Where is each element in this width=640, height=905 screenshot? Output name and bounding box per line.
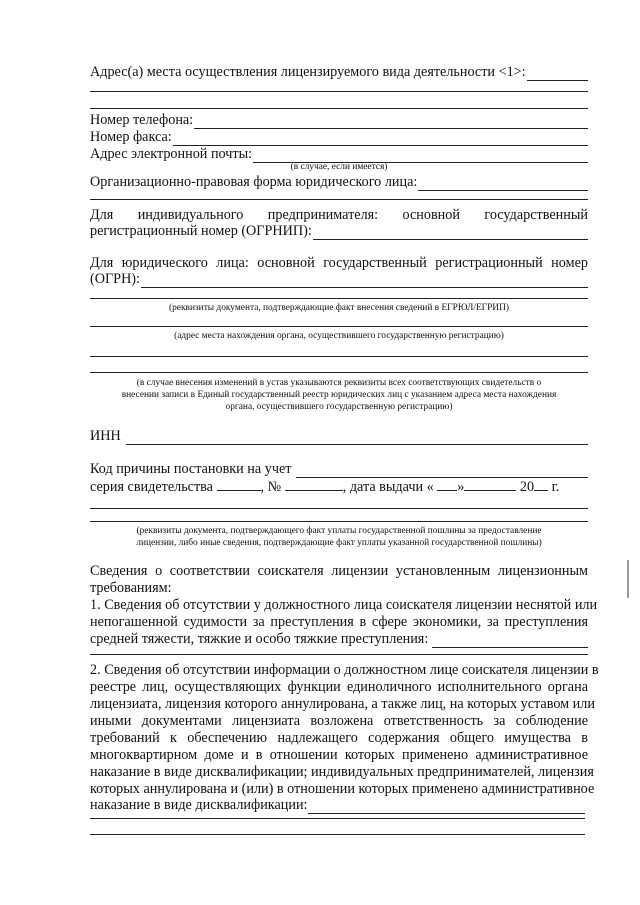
item2-line-extra-1[interactable] bbox=[90, 818, 585, 819]
ogrn-field[interactable] bbox=[90, 271, 588, 288]
item1-line-2: непогашенной судимости за преступления в сфере экономики, за преступления bbox=[90, 614, 588, 630]
item2-line-4: иными документами лицензиата возложена ответственность за соблюдение bbox=[90, 713, 588, 729]
item1-line-1: 1. Сведения об отсутствии у должностного лица соискателя лицензии неснятой или bbox=[90, 597, 598, 613]
kpp-blank[interactable] bbox=[296, 465, 588, 478]
ogrnip-label: регистрационный номер (ОГРНИП): bbox=[90, 223, 312, 239]
registration-authority-line[interactable] bbox=[90, 326, 588, 327]
address-label: Адрес(а) места осуществления лицензируемого вида деятельности <1>: bbox=[90, 64, 526, 80]
item2-line-5: требований к обеспечению надлежащего содержания общего имущества в bbox=[90, 730, 588, 746]
registration-authority-note: (адрес места нахождения органа, осуществившего государственную регистрацию) bbox=[174, 331, 504, 341]
item1-line-extra[interactable] bbox=[90, 654, 588, 655]
kpp-field[interactable] bbox=[90, 461, 588, 478]
fee-requisites-line-1[interactable] bbox=[90, 508, 588, 509]
phone-blank[interactable] bbox=[194, 116, 588, 129]
item1-blank[interactable] bbox=[432, 635, 588, 648]
item2-line-1: 2. Сведения об отсутствии информации о должностном лице соискателя лицензии в bbox=[90, 662, 599, 678]
address-line-3[interactable] bbox=[90, 108, 588, 109]
legal-form-blank[interactable] bbox=[418, 178, 588, 191]
kpp-label: Код причины постановки на учет bbox=[90, 461, 292, 477]
certificate-number-blank[interactable] bbox=[285, 478, 343, 491]
inn-label: ИНН bbox=[90, 428, 121, 444]
email-note: (в случае, если имеется) bbox=[290, 162, 388, 172]
address-field[interactable] bbox=[90, 64, 588, 81]
item2-line-6: многоквартирном доме и в отношении которых применено административное bbox=[90, 747, 588, 763]
legal-form-field[interactable] bbox=[90, 174, 588, 191]
ogrn-blank[interactable] bbox=[141, 275, 588, 288]
compliance-heading-line-1: Сведения о соответствии соискателя лицензии установленным лицензионным bbox=[90, 563, 588, 579]
item2-field[interactable] bbox=[90, 797, 585, 814]
certificate-series-blank[interactable] bbox=[217, 478, 261, 491]
fee-requisites-note: (реквизиты документа, подтверждающего факт уплаты государственной пошлины за предоставление лицензии, либо иные сведения, подтверждающие факт уплаты указанной государственной пошлины) bbox=[136, 526, 542, 548]
phone-label: Номер телефона: bbox=[90, 112, 194, 128]
compliance-heading-line-2: требованиям: bbox=[90, 580, 172, 596]
item1-field[interactable] bbox=[90, 631, 588, 648]
item2-label: наказание в виде дисквалификации: bbox=[90, 797, 308, 813]
phone-field[interactable] bbox=[90, 112, 588, 129]
address-line-2[interactable] bbox=[90, 91, 588, 92]
item2-line-2: реестре лиц, осуществляющих функции единоличного исполнительного органа bbox=[90, 679, 588, 695]
email-label: Адрес электронной почты: bbox=[90, 146, 253, 162]
fax-blank[interactable] bbox=[173, 133, 588, 146]
certificate-day-blank[interactable] bbox=[437, 478, 457, 491]
fax-field[interactable] bbox=[90, 129, 588, 146]
item2-line-3: лицензиата, лицензия которого аннулирована, а также лиц, на которых уставом или bbox=[90, 696, 595, 712]
item2-line-7: наказание в виде дисквалификации; индивидуальных предпринимателей, лицензия bbox=[90, 764, 594, 780]
ogrn-line-1: Для юридического лица: основной государственный регистрационный номер bbox=[90, 255, 588, 271]
charter-changes-line-2[interactable] bbox=[90, 372, 588, 373]
item2-line-8: которых аннулирована и (или) в отношении которых применено административное bbox=[90, 781, 595, 797]
inn-blank[interactable] bbox=[126, 432, 588, 445]
address-blank[interactable] bbox=[527, 68, 588, 81]
item1-label: средней тяжести, тяжкие и особо тяжкие преступления: bbox=[90, 631, 429, 647]
charter-changes-line-1[interactable] bbox=[90, 356, 588, 357]
charter-changes-note: (в случае внесения изменений в устав указываются реквизиты всех соответствующих свидетельств о внесении записи в Единый государственный реестр юридических лиц с указанием адреса места нахождения органа, осуществившего государственную регистрацию) bbox=[121, 378, 557, 412]
egrul-requisites-line[interactable] bbox=[90, 298, 588, 299]
certificate-year-blank[interactable] bbox=[534, 478, 548, 491]
ogrnip-line-1: Для индивидуального предпринимателя: основной государственный bbox=[90, 207, 588, 223]
fee-requisites-line-2[interactable] bbox=[90, 521, 588, 522]
fax-label: Номер факса: bbox=[90, 129, 172, 145]
item2-line-extra-2[interactable] bbox=[90, 834, 585, 835]
ogrnip-field[interactable] bbox=[90, 223, 588, 240]
certificate-month-blank[interactable] bbox=[464, 478, 516, 491]
certificate-line: серия свидетельства , № , дата выдачи « » 20 г. bbox=[90, 479, 560, 495]
egrul-requisites-note: (реквизиты документа, подтверждающие факт внесения сведений в ЕГРЮЛ/ЕГРИП) bbox=[169, 303, 509, 313]
item2-blank[interactable] bbox=[308, 801, 585, 814]
ogrnip-blank[interactable] bbox=[313, 227, 588, 240]
legal-form-line-2[interactable] bbox=[90, 199, 588, 200]
legal-form-label: Организационно-правовая форма юридического лица: bbox=[90, 174, 418, 190]
page-edge-mark bbox=[627, 560, 629, 598]
ogrn-label: (ОГРН): bbox=[90, 271, 140, 287]
inn-field[interactable] bbox=[90, 428, 588, 445]
